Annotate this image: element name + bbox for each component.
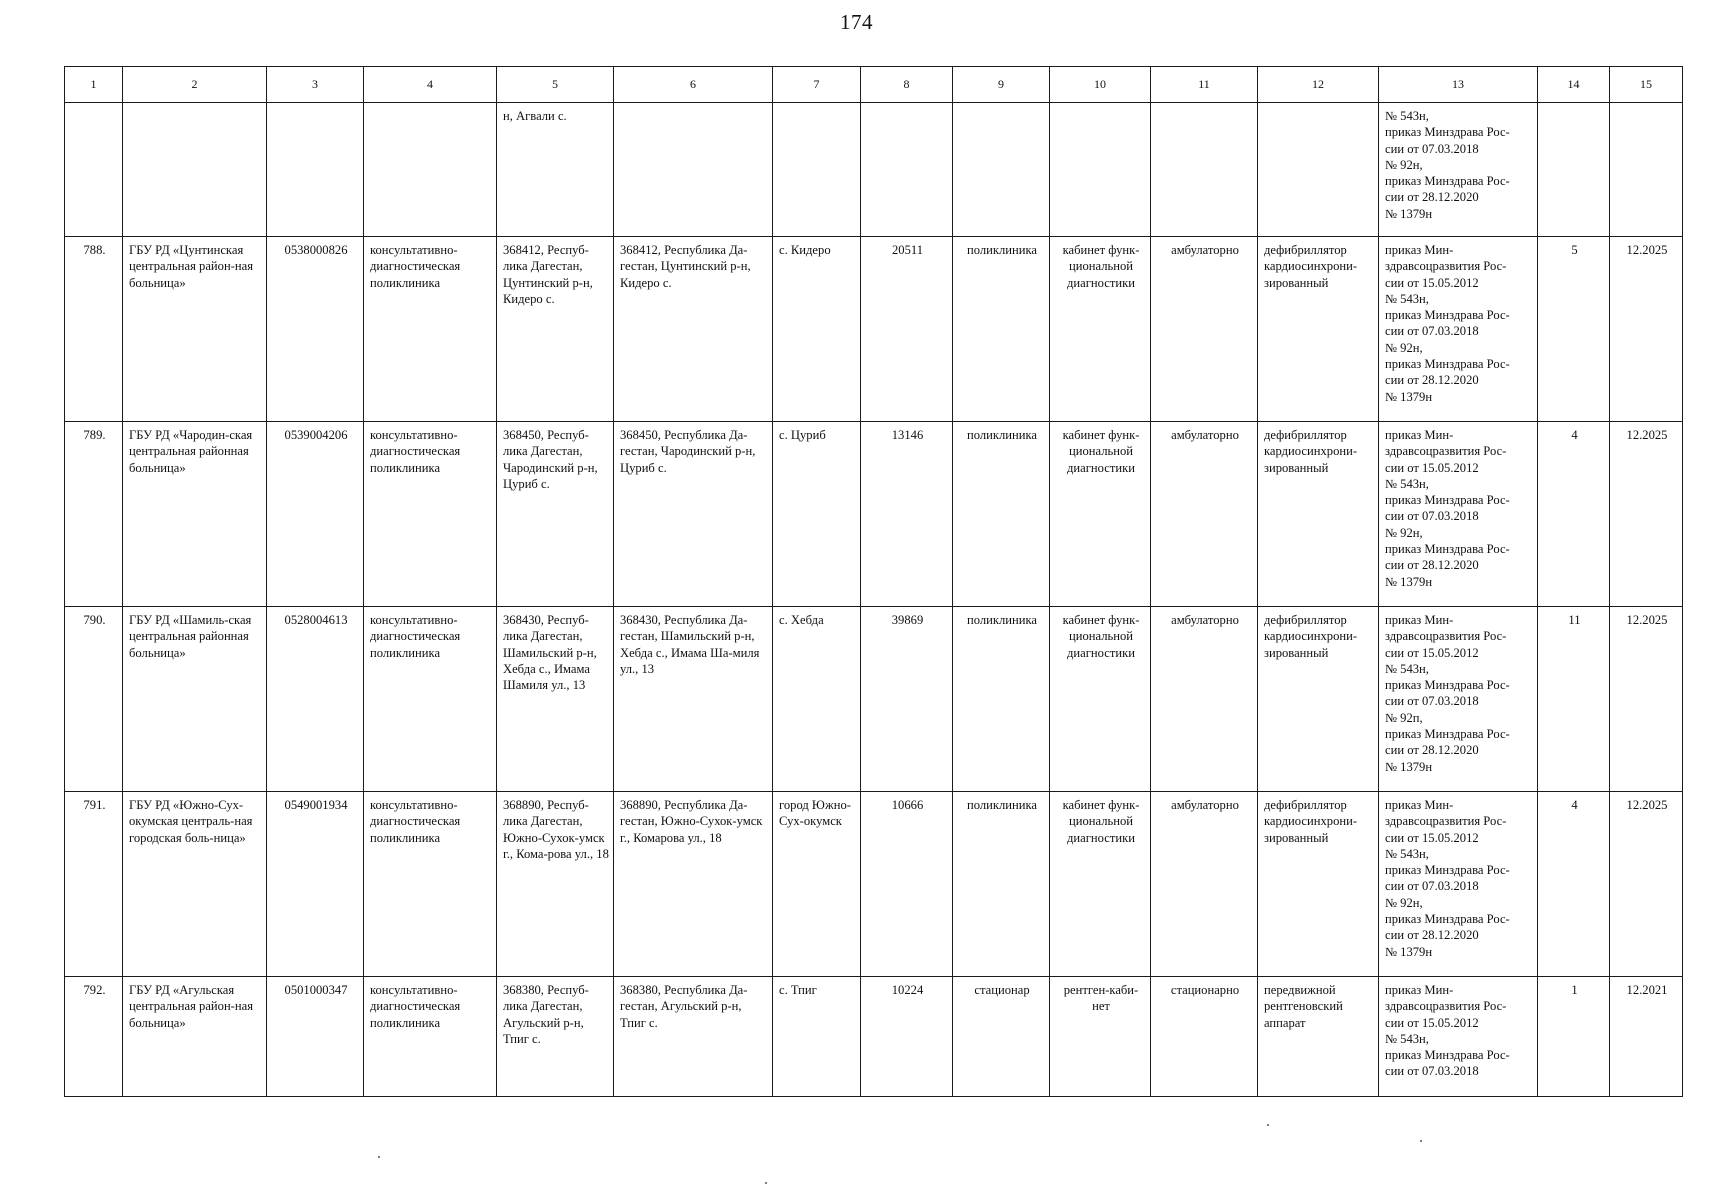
count-cell: 4 bbox=[1538, 422, 1610, 607]
date-cell: 12.2025 bbox=[1610, 422, 1683, 607]
locality-cell: с. Тпиг bbox=[773, 977, 861, 1097]
count-cell: 5 bbox=[1538, 237, 1610, 422]
division-cell: консультативно-диагностическая поликлиника bbox=[364, 977, 497, 1097]
column-number: 10 bbox=[1050, 67, 1151, 103]
column-number: 6 bbox=[614, 67, 773, 103]
scan-speck bbox=[765, 1182, 767, 1184]
locality-cell: город Южно-Сух-окумск bbox=[773, 792, 861, 977]
inn-cell: 0538000826 bbox=[267, 237, 364, 422]
actual-address-cell: 368430, Республика Да-гестан, Шамильский р-н, Хебда с., Имама Ша-миля ул., 13 bbox=[614, 607, 773, 792]
actual-address-cell: 368450, Республика Да-гестан, Чародинский р-н, Цуриб с. bbox=[614, 422, 773, 607]
row-number-cell: 789. bbox=[65, 422, 123, 607]
count-cell: 4 bbox=[1538, 792, 1610, 977]
unit-cell: кабинет функ-циональной диагностики bbox=[1050, 607, 1151, 792]
row-number-cell: 791. bbox=[65, 792, 123, 977]
date-cell: 12.2021 bbox=[1610, 977, 1683, 1097]
facility-type-cell: поликлиника bbox=[953, 792, 1050, 977]
division-cell: консультативно-диагностическая поликлиника bbox=[364, 237, 497, 422]
facility-type-cell: поликлиника bbox=[953, 237, 1050, 422]
division-cell: консультативно-диагностическая поликлиника bbox=[364, 792, 497, 977]
documents-cell: приказ Мин- здравсоцразвития Рос- сии от 15.05.2012 № 543н, приказ Минздрава Рос- сии от 07.03.2018 № 92н, приказ Минздрава Рос- сии от 28.12.2020 № 1379н bbox=[1379, 237, 1538, 422]
locality-cell: с. Хебда bbox=[773, 607, 861, 792]
count-cell: 11 bbox=[1538, 607, 1610, 792]
legal-address-cell: 368380, Респуб-лика Дагестан, Агульский р-н, Тпиг с. bbox=[497, 977, 614, 1097]
column-number: 13 bbox=[1379, 67, 1538, 103]
facility-type-cell: поликлиника bbox=[953, 422, 1050, 607]
column-number: 11 bbox=[1151, 67, 1258, 103]
organization-cell: ГБУ РД «Чародин-ская центральная районная больница» bbox=[123, 422, 267, 607]
table-row bbox=[65, 422, 1683, 607]
column-number: 14 bbox=[1538, 67, 1610, 103]
unit-cell: кабинет функ-циональной диагностики bbox=[1050, 792, 1151, 977]
unit-cell: рентген-каби-нет bbox=[1050, 977, 1151, 1097]
column-number: 9 bbox=[953, 67, 1050, 103]
column-number: 4 bbox=[364, 67, 497, 103]
unit-cell: кабинет функ-циональной диагностики bbox=[1050, 422, 1151, 607]
inn-cell: 0549001934 bbox=[267, 792, 364, 977]
documents-cell: № 543н, приказ Минздрава Рос- сии от 07.03.2018 № 92н, приказ Минздрава Рос- сии от 28.12.2020 № 1379н bbox=[1379, 103, 1538, 237]
table-row bbox=[65, 607, 1683, 792]
actual-address-cell: 368380, Республика Да-гестан, Агульский р-н, Тпиг с. bbox=[614, 977, 773, 1097]
column-number: 3 bbox=[267, 67, 364, 103]
unit-cell: кабинет функ-циональной диагностики bbox=[1050, 237, 1151, 422]
legal-address-cell: 368430, Респуб-лика Дагестан, Шамильский р-н, Хебда с., Имама Шамиля ул., 13 bbox=[497, 607, 614, 792]
table-row bbox=[65, 792, 1683, 977]
population-cell: 39869 bbox=[861, 607, 953, 792]
organization-cell: ГБУ РД «Южно-Сух-окумская централь-ная городская боль-ница» bbox=[123, 792, 267, 977]
register-table bbox=[64, 66, 1683, 1097]
scan-speck bbox=[1267, 1124, 1269, 1126]
facility-type-cell: стационар bbox=[953, 977, 1050, 1097]
column-number: 2 bbox=[123, 67, 267, 103]
locality-cell: с. Кидеро bbox=[773, 237, 861, 422]
equipment-cell: дефибриллятор кардиосинхрони-зированный bbox=[1258, 237, 1379, 422]
actual-address-cell: 368412, Республика Да-гестан, Цунтинский р-н, Кидеро с. bbox=[614, 237, 773, 422]
column-number: 5 bbox=[497, 67, 614, 103]
equipment-cell: передвижной рентгеновский аппарат bbox=[1258, 977, 1379, 1097]
date-cell: 12.2025 bbox=[1610, 792, 1683, 977]
care-mode-cell: амбулаторно bbox=[1151, 237, 1258, 422]
documents-cell: приказ Мин- здравсоцразвития Рос- сии от 15.05.2012 № 543н, приказ Минздрава Рос- сии от 07.03.2018 № 92п, приказ Минздрава Рос- сии от 28.12.2020 № 1379н bbox=[1379, 607, 1538, 792]
scan-speck bbox=[378, 1156, 380, 1158]
inn-cell: 0539004206 bbox=[267, 422, 364, 607]
care-mode-cell: стационарно bbox=[1151, 977, 1258, 1097]
actual-address-cell: 368890, Республика Да-гестан, Южно-Сухок-умск г., Комарова ул., 18 bbox=[614, 792, 773, 977]
facility-type-cell: поликлиника bbox=[953, 607, 1050, 792]
column-number-row bbox=[65, 67, 1683, 103]
continuation-row bbox=[65, 103, 1683, 237]
population-cell: 10224 bbox=[861, 977, 953, 1097]
equipment-cell: дефибриллятор кардиосинхрони-зированный bbox=[1258, 607, 1379, 792]
division-cell: консультативно-диагностическая поликлиника bbox=[364, 422, 497, 607]
table-row bbox=[65, 977, 1683, 1097]
documents-cell: приказ Мин- здравсоцразвития Рос- сии от 15.05.2012 № 543н, приказ Минздрава Рос- сии от 07.03.2018 bbox=[1379, 977, 1538, 1097]
inn-cell: 0528004613 bbox=[267, 607, 364, 792]
date-cell: 12.2025 bbox=[1610, 237, 1683, 422]
row-number-cell: 790. bbox=[65, 607, 123, 792]
equipment-cell: дефибриллятор кардиосинхрони-зированный bbox=[1258, 792, 1379, 977]
organization-cell: ГБУ РД «Шамиль-ская центральная районная больница» bbox=[123, 607, 267, 792]
care-mode-cell: амбулаторно bbox=[1151, 422, 1258, 607]
legal-address-cell: 368890, Респуб-лика Дагестан, Южно-Сухок-умск г., Кома-рова ул., 18 bbox=[497, 792, 614, 977]
column-number: 1 bbox=[65, 67, 123, 103]
scan-speck bbox=[1420, 1140, 1422, 1142]
equipment-cell: дефибриллятор кардиосинхрони-зированный bbox=[1258, 422, 1379, 607]
column-number: 12 bbox=[1258, 67, 1379, 103]
population-cell: 20511 bbox=[861, 237, 953, 422]
organization-cell: ГБУ РД «Агульская центральная район-ная больница» bbox=[123, 977, 267, 1097]
documents-cell: приказ Мин- здравсоцразвития Рос- сии от 15.05.2012 № 543н, приказ Минздрава Рос- сии от 07.03.2018 № 92н, приказ Минздрава Рос- сии от 28.12.2020 № 1379н bbox=[1379, 422, 1538, 607]
count-cell: 1 bbox=[1538, 977, 1610, 1097]
legal-address-cell: 368450, Респуб-лика Дагестан, Чародинский р-н, Цуриб с. bbox=[497, 422, 614, 607]
column-number: 15 bbox=[1610, 67, 1683, 103]
date-cell: 12.2025 bbox=[1610, 607, 1683, 792]
care-mode-cell: амбулаторно bbox=[1151, 792, 1258, 977]
organization-cell: ГБУ РД «Цунтинская центральная район-ная больница» bbox=[123, 237, 267, 422]
locality-cell: с. Цуриб bbox=[773, 422, 861, 607]
inn-cell: 0501000347 bbox=[267, 977, 364, 1097]
division-cell: консультативно-диагностическая поликлиника bbox=[364, 607, 497, 792]
population-cell: 13146 bbox=[861, 422, 953, 607]
care-mode-cell: амбулаторно bbox=[1151, 607, 1258, 792]
population-cell: 10666 bbox=[861, 792, 953, 977]
legal-address-cell: 368412, Респуб-лика Дагестан, Цунтинский р-н, Кидеро с. bbox=[497, 237, 614, 422]
row-number-cell: 788. bbox=[65, 237, 123, 422]
column-number: 7 bbox=[773, 67, 861, 103]
documents-cell: приказ Мин- здравсоцразвития Рос- сии от 15.05.2012 № 543н, приказ Минздрава Рос- сии от 07.03.2018 № 92н, приказ Минздрава Рос- сии от 28.12.2020 № 1379н bbox=[1379, 792, 1538, 977]
row-number-cell: 792. bbox=[65, 977, 123, 1097]
table-row bbox=[65, 237, 1683, 422]
column-number: 8 bbox=[861, 67, 953, 103]
page-number: 174 bbox=[840, 10, 873, 34]
legal-address-cell: н, Агвали с. bbox=[497, 103, 614, 237]
